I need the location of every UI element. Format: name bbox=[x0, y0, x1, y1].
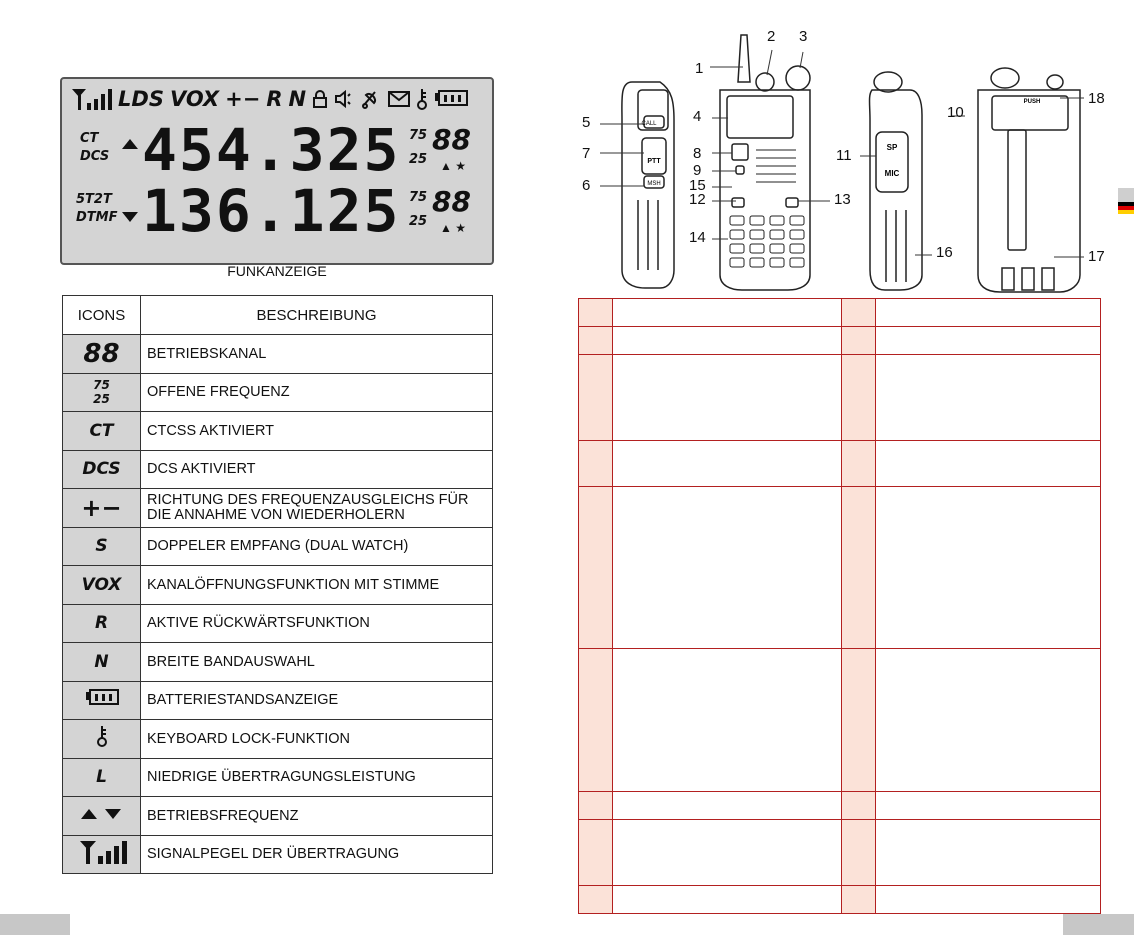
text-cell bbox=[613, 649, 842, 792]
row-description: CTCSS AKTIVIERT bbox=[141, 412, 493, 451]
page-corner-right bbox=[1063, 914, 1134, 935]
text-cell bbox=[876, 299, 1101, 327]
number-cell bbox=[842, 327, 876, 355]
number-cell bbox=[579, 441, 613, 487]
text-cell bbox=[613, 355, 842, 441]
row-description: BETRIEBSKANAL bbox=[141, 335, 493, 374]
table-row bbox=[579, 327, 1101, 355]
text-cell bbox=[876, 355, 1101, 441]
ct-icon: CT bbox=[63, 412, 141, 451]
number-cell bbox=[842, 649, 876, 792]
message-icon bbox=[388, 90, 410, 108]
row-description: AKTIVE RÜCKWÄRTSFUNKTION bbox=[141, 604, 493, 643]
step-75-a: 75 bbox=[409, 128, 428, 143]
key-lock-icon bbox=[416, 88, 428, 110]
step-25-a: 25 bbox=[409, 152, 428, 167]
row-description: NIEDRIGE ÜBERTRAGUNGSLEISTUNG bbox=[141, 758, 493, 797]
table-row bbox=[579, 355, 1101, 441]
dcs-icon: DCS bbox=[63, 450, 141, 489]
callout-4: 4 bbox=[693, 108, 702, 125]
text-cell bbox=[876, 649, 1101, 792]
number-cell bbox=[579, 355, 613, 441]
table-row bbox=[579, 886, 1101, 914]
table-row bbox=[63, 450, 493, 489]
table-row bbox=[63, 412, 493, 451]
callout-14: 14 bbox=[689, 229, 706, 246]
callout-9: 9 bbox=[693, 162, 702, 179]
number-cell bbox=[842, 441, 876, 487]
row-description: OFFENE FREQUENZ bbox=[141, 373, 493, 412]
lcd-dcs-label: DCS bbox=[80, 149, 110, 164]
reverse-indicator: R bbox=[266, 87, 283, 111]
description-header: BESCHREIBUNG bbox=[141, 296, 493, 335]
channel-b: 88 bbox=[432, 185, 471, 218]
number-cell bbox=[579, 649, 613, 792]
low-power-icon: L bbox=[63, 758, 141, 797]
text-cell bbox=[613, 327, 842, 355]
callout-11: 11 bbox=[836, 147, 852, 164]
narrow-icon: N bbox=[63, 643, 141, 682]
callout-15: 15 bbox=[689, 177, 706, 194]
table-row bbox=[63, 527, 493, 566]
step-75-b: 75 bbox=[409, 190, 428, 205]
battery-icon bbox=[63, 681, 141, 720]
callout-13: 13 bbox=[834, 191, 851, 208]
up-triangle-icon bbox=[122, 139, 138, 149]
row-description: RICHTUNG DES FREQUENZAUSGLEICHS FÜR DIE ANNAHME VON WIEDERHOLERN bbox=[141, 489, 493, 528]
table-row bbox=[63, 643, 493, 682]
step-icon: 75 25 bbox=[63, 373, 141, 412]
table-header-row bbox=[63, 296, 493, 335]
number-cell bbox=[579, 327, 613, 355]
battery-icon bbox=[434, 90, 468, 108]
lcd-ct-label: CT bbox=[80, 131, 99, 146]
row-description: BETRIEBSFREQUENZ bbox=[141, 797, 493, 836]
signal-strength-icon bbox=[63, 835, 141, 874]
lds-indicator: LDS bbox=[118, 87, 164, 111]
mic-jack-label: MIC bbox=[884, 169, 900, 178]
reverse-icon: R bbox=[63, 604, 141, 643]
down-triangle-icon bbox=[122, 212, 138, 222]
text-cell bbox=[613, 299, 842, 327]
lock-icon bbox=[312, 89, 328, 109]
callout-2: 2 bbox=[767, 28, 776, 45]
row-description: DCS AKTIVIERT bbox=[141, 450, 493, 489]
msh-button-label: MSH bbox=[647, 181, 661, 187]
radio-front-view bbox=[720, 35, 810, 290]
text-cell bbox=[876, 820, 1101, 886]
row-description: SIGNALPEGEL DER ÜBERTRAGUNG bbox=[141, 835, 493, 874]
german-flag-icon bbox=[1118, 202, 1134, 214]
row-description: BATTERIESTANDSANZEIGE bbox=[141, 681, 493, 720]
up-down-triangles-icon bbox=[63, 797, 141, 836]
table-row bbox=[63, 758, 493, 797]
vox-icon: VOX bbox=[63, 566, 141, 605]
callout-6: 6 bbox=[582, 177, 591, 194]
table-row bbox=[579, 649, 1101, 792]
table-row bbox=[579, 487, 1101, 649]
radio-side-view-right bbox=[870, 72, 923, 290]
number-cell bbox=[842, 820, 876, 886]
number-cell bbox=[579, 820, 613, 886]
page-corner-left bbox=[0, 914, 70, 935]
table-row bbox=[63, 681, 493, 720]
number-cell bbox=[842, 355, 876, 441]
callout-16: 16 bbox=[936, 244, 953, 261]
callout-1: 1 bbox=[695, 60, 704, 77]
text-cell bbox=[876, 327, 1101, 355]
signal-strength-icon bbox=[70, 87, 112, 111]
number-cell bbox=[579, 886, 613, 914]
channel-icon: 88 bbox=[63, 335, 141, 374]
step-25-b: 25 bbox=[409, 214, 428, 229]
number-cell bbox=[579, 299, 613, 327]
number-cell bbox=[842, 886, 876, 914]
number-cell bbox=[579, 487, 613, 649]
callout-7: 7 bbox=[582, 145, 591, 162]
lcd-caption: FUNKANZEIGE bbox=[227, 263, 327, 279]
row-description: DOPPELER EMPFANG (DUAL WATCH) bbox=[141, 527, 493, 566]
sp-jack-label: SP bbox=[886, 143, 898, 152]
text-cell bbox=[613, 820, 842, 886]
lcd-top-indicators bbox=[70, 87, 468, 111]
number-cell bbox=[842, 792, 876, 820]
table-row bbox=[63, 720, 493, 759]
table-row bbox=[63, 566, 493, 605]
callout-17: 17 bbox=[1088, 248, 1105, 265]
speaker-icon bbox=[334, 89, 354, 109]
number-cell bbox=[842, 487, 876, 649]
number-cell bbox=[579, 792, 613, 820]
table-row bbox=[579, 441, 1101, 487]
lcd-dtmf-label: DTMF bbox=[76, 210, 118, 225]
dual-watch-icon: S bbox=[63, 527, 141, 566]
table-row bbox=[579, 299, 1101, 327]
text-cell bbox=[613, 886, 842, 914]
ptt-button-label: PTT bbox=[647, 158, 661, 165]
plus-minus-icon: +− bbox=[63, 489, 141, 528]
channel-b-markers: ▲ ★ bbox=[440, 221, 466, 235]
alarm-bell-icon bbox=[360, 89, 382, 109]
text-cell bbox=[876, 441, 1101, 487]
frequency-a: 454.325 bbox=[142, 116, 401, 184]
call-button-label: CALL bbox=[641, 121, 657, 127]
text-cell bbox=[613, 441, 842, 487]
callout-5: 5 bbox=[582, 114, 591, 131]
channel-a: 88 bbox=[432, 123, 471, 156]
table-row bbox=[579, 820, 1101, 886]
table-row bbox=[63, 604, 493, 643]
lcd-display bbox=[60, 77, 494, 265]
key-lock-icon bbox=[63, 720, 141, 759]
push-label: PUSH bbox=[1023, 99, 1041, 105]
table-row bbox=[63, 797, 493, 836]
icons-header: ICONS bbox=[63, 296, 141, 335]
callout-18: 18 bbox=[1088, 90, 1105, 107]
channel-a-markers: ▲ ★ bbox=[440, 159, 466, 173]
text-cell bbox=[613, 792, 842, 820]
text-cell bbox=[613, 487, 842, 649]
narrow-indicator: N bbox=[288, 87, 307, 111]
row-description: KEYBOARD LOCK-FUNKTION bbox=[141, 720, 493, 759]
callout-3: 3 bbox=[799, 28, 808, 45]
parts-table bbox=[578, 298, 1101, 914]
lcd-5t2t-label: 5T2T bbox=[76, 192, 112, 207]
offset-indicator: +− bbox=[225, 87, 261, 111]
vox-indicator: VOX bbox=[169, 87, 220, 111]
frequency-b: 136.125 bbox=[142, 177, 401, 245]
row-description: BREITE BANDAUSWAHL bbox=[141, 643, 493, 682]
text-cell bbox=[876, 487, 1101, 649]
table-row bbox=[63, 489, 493, 528]
text-cell bbox=[876, 792, 1101, 820]
table-row bbox=[63, 373, 493, 412]
table-row bbox=[63, 335, 493, 374]
callout-8: 8 bbox=[693, 145, 702, 162]
row-description: KANALÖFFNUNGSFUNKTION MIT STIMME bbox=[141, 566, 493, 605]
number-cell bbox=[842, 299, 876, 327]
callout-10: 10 bbox=[947, 104, 964, 121]
text-cell bbox=[876, 886, 1101, 914]
icon-description-table bbox=[62, 295, 493, 874]
table-row bbox=[63, 835, 493, 874]
callout-12: 12 bbox=[689, 191, 706, 208]
table-row bbox=[579, 792, 1101, 820]
